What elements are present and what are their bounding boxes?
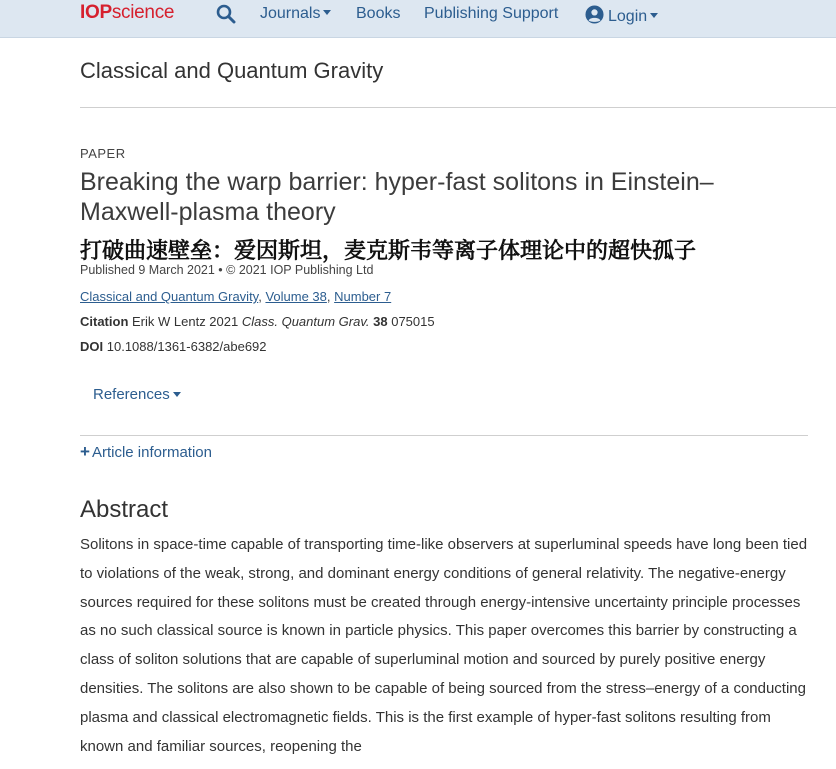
nav-books-label: Books: [356, 5, 401, 22]
doi-label: DOI: [80, 339, 104, 354]
nav-publishing-support-link[interactable]: [424, 5, 558, 23]
plus-icon: +: [80, 442, 90, 461]
doi-value[interactable]: 10.1088/1361-6382/abe692: [106, 339, 267, 354]
user-circle-icon: [585, 5, 604, 24]
article-title: Breaking the warp barrier: hyper-fast solitons in Einstein–Maxwell-plasma theory: [80, 168, 714, 226]
doi-line: [80, 339, 267, 354]
divider: [80, 107, 836, 108]
citation-author-year: Erik W Lentz 2021: [132, 314, 239, 329]
nav-books-link[interactable]: [356, 5, 400, 23]
citation-volume: 38: [373, 314, 388, 329]
journal-link[interactable]: Classical and Quantum Gravity: [80, 289, 259, 304]
chevron-down-icon: [323, 10, 331, 15]
citation-article-number: 075015: [391, 314, 435, 329]
references-label: References: [93, 386, 170, 403]
logo-iop-text: IOP: [80, 2, 112, 23]
logo-science-text: science: [111, 2, 175, 23]
article-information-label: Article information: [91, 444, 212, 461]
nav-login-label: Login: [608, 8, 648, 25]
article-information-toggle[interactable]: [80, 442, 212, 462]
search-icon[interactable]: [216, 4, 236, 24]
citation-label: Citation: [80, 314, 129, 329]
chevron-down-icon: [173, 392, 181, 397]
journal-breadcrumb: Classical and Quantum Gravity, Volume 38, Number 7: [80, 289, 392, 304]
issue-number-link[interactable]: Number 7: [334, 289, 392, 304]
nav-journals-dropdown[interactable]: [260, 5, 331, 23]
nav-login-dropdown[interactable]: [585, 5, 658, 26]
journal-title[interactable]: Classical and Quantum Gravity: [80, 58, 384, 83]
volume-link[interactable]: Volume 38: [265, 289, 327, 304]
abstract-text: Solitons in space-time capable of transporting time-like observers at superluminal speeds have long been tied to violations of the weak, strong, and dominant energy conditions of general relativity. The negative-energy sources required for these solitons must be created through energy-intensive uncertainty principle processes as no such classical source is known in particle physics. This paper overcomes this barrier by constructing a class of soliton solutions that are capable of superluminal motion and sourced by purely positive energy densities. The solitons are also shown to be capable of being sourced from the stress–energy of a conducting plasma and classical electromagnetic fields. This is the first example of hyper-fast solitons resulting from known and familiar sources, reopening the: [80, 536, 808, 755]
chinese-title-overlay: 打破曲速壁垒：爱因斯坦，麦克斯韦等离子体理论中的超快孤子: [80, 239, 697, 264]
article-type-label: PAPER: [80, 146, 126, 161]
publication-info: Published 9 March 2021 • © 2021 IOP Publishing Ltd: [80, 263, 374, 277]
chevron-down-icon: [650, 13, 658, 18]
citation-line: [80, 314, 435, 329]
nav-publishing-support-label: Publishing Support: [424, 5, 559, 22]
iopscience-logo[interactable]: [80, 2, 174, 24]
top-navigation-bar: [0, 0, 836, 38]
references-dropdown[interactable]: [93, 386, 181, 403]
citation-journal: Class. Quantum Grav.: [241, 314, 370, 329]
divider: [80, 435, 808, 436]
nav-journals-label: Journals: [260, 5, 321, 22]
abstract-heading: Abstract: [80, 496, 169, 523]
